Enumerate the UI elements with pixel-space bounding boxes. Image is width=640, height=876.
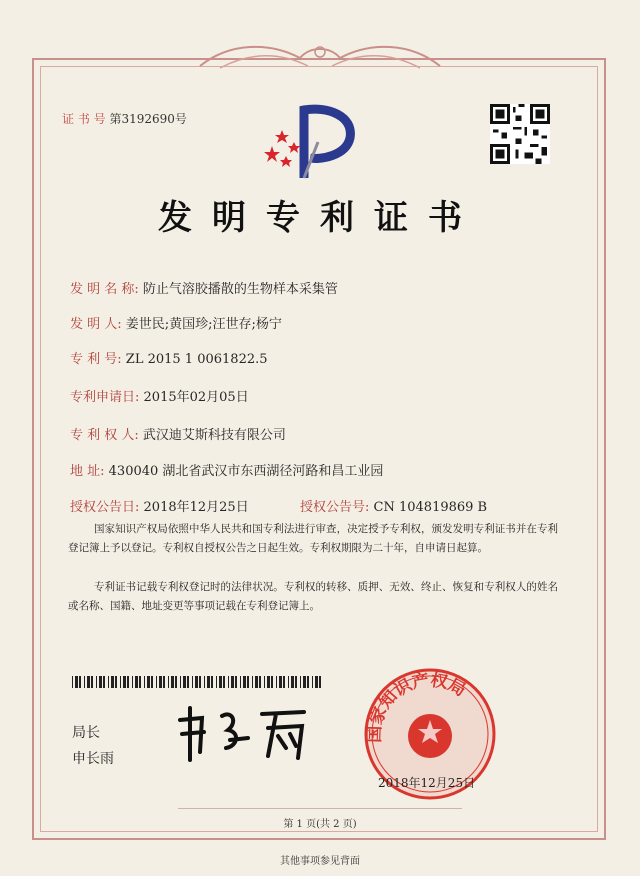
certificate-number	[62, 110, 187, 127]
barcode-bar	[211, 676, 213, 688]
barcode-bar	[75, 676, 78, 688]
barcode-bar	[295, 676, 297, 688]
barcode-bar	[91, 676, 93, 688]
certificate-title: 发明专利证书	[158, 198, 482, 238]
barcode-bar	[312, 676, 313, 688]
barcode-bar	[135, 676, 138, 688]
signature-icon	[172, 700, 312, 764]
barcode-bar	[235, 676, 237, 688]
barcode-bar	[96, 676, 97, 688]
barcode-bar	[216, 676, 217, 688]
inventors-value: 姜世民;黄国珍;汪世存;杨宁	[125, 317, 282, 332]
seal-date: 2018年12月25日	[378, 776, 476, 790]
certificate-number-label: 证 书 号	[62, 112, 106, 126]
patent-office-logo-icon	[258, 102, 368, 182]
barcode-bar	[103, 676, 105, 688]
top-ornament-icon	[190, 38, 450, 74]
barcode-bar	[111, 676, 114, 688]
barcode-bar	[84, 676, 85, 688]
filing-date-field	[70, 386, 249, 405]
patent-number-value: ZL 2015 1 0061822.5	[125, 352, 268, 367]
barcode-bar	[303, 676, 306, 688]
invention-name-field	[70, 278, 338, 297]
barcode-bar	[231, 676, 234, 688]
barcode-bar	[147, 676, 150, 688]
patent-number-field	[70, 348, 268, 367]
barcode-bar	[151, 676, 153, 688]
barcode-bar	[163, 676, 165, 688]
patent-number-label: 专 利 号:	[70, 352, 122, 367]
barcode-bar	[120, 676, 121, 688]
barcode-bar	[276, 676, 277, 688]
barcode-bar	[283, 676, 285, 688]
barcode-bar	[159, 676, 162, 688]
barcode-bar	[228, 676, 229, 688]
barcode-bar	[195, 676, 198, 688]
certificate-number-value: 第3192690号	[109, 112, 187, 126]
barcode-bar	[223, 676, 225, 688]
barcode-bar	[247, 676, 249, 688]
address-label: 地 址:	[70, 464, 105, 479]
grant-publication-number-value: CN 104819869 B	[373, 500, 488, 515]
grant-date-field	[70, 496, 249, 515]
signer-role: 局长	[72, 725, 100, 741]
barcode-bar	[307, 676, 309, 688]
barcode-bar	[123, 676, 126, 688]
barcode-bar	[175, 676, 177, 688]
barcode-bar	[127, 676, 129, 688]
barcode-icon	[72, 676, 322, 688]
barcode-bar	[99, 676, 102, 688]
grant-date-label: 授权公告日:	[70, 500, 140, 515]
barcode-bar	[267, 676, 270, 688]
barcode-bar	[271, 676, 273, 688]
seal-text: 国家知识产权局	[364, 670, 470, 744]
patentee-label: 专 利 权 人:	[70, 428, 139, 443]
barcode-bar	[255, 676, 258, 688]
barcode-bar	[291, 676, 294, 688]
barcode-bar	[115, 676, 117, 688]
footer-note: 其他事项参见背面	[280, 856, 360, 867]
address-value: 430040 湖北省武汉市东西湖径河路和昌工业园	[108, 464, 384, 479]
invention-name-value: 防止气溶胶播散的生物样本采集管	[142, 282, 338, 297]
barcode-bar	[207, 676, 210, 688]
barcode-bar	[156, 676, 157, 688]
barcode-bar	[240, 676, 241, 688]
legal-status-paragraph: 专利证书记载专利权登记时的法律状况。专利权的转移、质押、无效、终止、恢复和专利权人的姓名或名称、国籍、地址变更等事项记载在专利登记簿上。	[68, 581, 558, 612]
address-field	[70, 460, 383, 479]
signer-name: 申长雨	[72, 751, 114, 767]
barcode-bar	[87, 676, 90, 688]
barcode-bar	[144, 676, 145, 688]
barcode-bar	[279, 676, 282, 688]
grant-statement-paragraph: 国家知识产权局依照中华人民共和国专利法进行审查，决定授予专利权，颁发发明专利证书并在专利登记簿上予以登记。专利权自授权公告之日起生效。专利权期限为二十年，自申请日起算。	[68, 523, 558, 554]
inventors-label: 发 明 人:	[70, 317, 122, 332]
patentee-value: 武汉迪艾斯科技有限公司	[142, 428, 286, 443]
barcode-bar	[319, 676, 321, 688]
barcode-bar	[108, 676, 109, 688]
footer-divider	[178, 808, 462, 809]
barcode-bar	[139, 676, 141, 688]
barcode-bar	[180, 676, 181, 688]
filing-date-value: 2015年02月05日	[143, 390, 249, 405]
qr-code-icon	[490, 104, 550, 164]
barcode-bar	[243, 676, 246, 688]
page-indicator: 第 1 页(共 2 页)	[283, 819, 357, 830]
barcode-bar	[300, 676, 301, 688]
barcode-bar	[171, 676, 174, 688]
barcode-bar	[252, 676, 253, 688]
barcode-bar	[288, 676, 289, 688]
patentee-field	[70, 424, 286, 443]
barcode-bar	[219, 676, 222, 688]
barcode-bar	[183, 676, 186, 688]
barcode-bar	[259, 676, 261, 688]
filing-date-label: 专利申请日:	[70, 390, 140, 405]
barcode-bar	[204, 676, 205, 688]
grant-date-value: 2018年12月25日	[143, 500, 249, 515]
barcode-bar	[199, 676, 201, 688]
barcode-bar	[168, 676, 169, 688]
barcode-bar	[315, 676, 318, 688]
barcode-bar	[187, 676, 189, 688]
invention-name-label: 发 明 名 称:	[70, 282, 139, 297]
grant-publication-number-field	[300, 496, 487, 515]
inventors-field	[70, 313, 282, 332]
barcode-bar	[264, 676, 265, 688]
grant-publication-number-label: 授权公告号:	[300, 500, 370, 515]
barcode-bar	[132, 676, 133, 688]
barcode-bar	[79, 676, 81, 688]
barcode-bar	[72, 676, 73, 688]
barcode-bar	[192, 676, 193, 688]
